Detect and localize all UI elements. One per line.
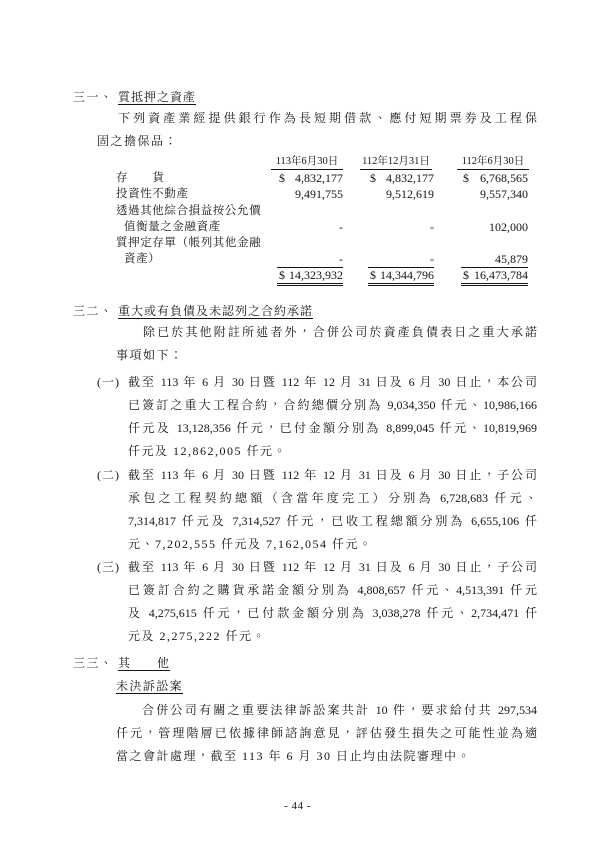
value-amount: 4,832,177 [295, 171, 343, 185]
page-number: - 44 - [284, 800, 311, 812]
currency-symbol: $ [463, 171, 469, 185]
item-marker: (二) [97, 467, 120, 482]
value-cell: 45,879 [461, 251, 528, 268]
row-label-continuation: 資產） [124, 253, 161, 265]
commitment-item [97, 371, 537, 463]
row-label: 質押定存單（帳列其他金融 [116, 237, 262, 249]
paragraph-line: 元、7,202,555 仟元及 7,162,054 仟元。 [128, 536, 373, 551]
paragraph-line: 截至 113 年 6 月 30 日暨 112 年 12 月 31 日及 6 月 30 日止，子公司 [128, 467, 537, 482]
currency-symbol: $ [370, 171, 376, 185]
value-cell [368, 170, 434, 186]
section-31-number: 三一、 [73, 90, 114, 104]
section-33-subtitle: 未決訴訟案 [116, 679, 184, 693]
paragraph-line: 固之擔保品： [97, 133, 179, 148]
paragraph-line: 事項如下： [116, 347, 184, 362]
value-cell [461, 170, 528, 186]
total-cell [368, 268, 434, 286]
section-32-intro-paragraph [116, 321, 537, 367]
paragraph-line: 截至 113 年 6 月 30 日暨 112 年 12 月 31 日及 6 月 30 日止，本公司 [128, 374, 537, 389]
value-cell: - [430, 220, 434, 234]
value-amount: 4,832,177 [386, 171, 434, 185]
paragraph-line: 當之會計處理，截至 113 年 6 月 30 日止均由法院審理中。 [116, 748, 472, 763]
section-32-number: 三二、 [73, 304, 114, 318]
total-amount: 14,344,796 [380, 268, 434, 282]
paragraph-line: 仟元及 13,128,356 仟元，已付金額分別為 8,899,045 仟元、10,819,969 [128, 420, 537, 435]
value-cell [277, 170, 343, 186]
row-label: 透過其他綜合損益按公允價 [116, 205, 262, 217]
paragraph-line: 已簽訂合約之購貨承諾金額分別為 4,808,657 仟元、4,513,391 仟元 [128, 582, 537, 597]
paragraph-line: 仟元及 12,862,005 仟元。 [128, 443, 288, 458]
section-33-number: 三三、 [73, 656, 114, 670]
value-cell: - [277, 251, 343, 268]
paragraph-line: 截至 113 年 6 月 30 日暨 112 年 12 月 31 日及 6 月 30 日止，子公司 [128, 559, 537, 574]
section-31-intro-paragraph [97, 107, 537, 153]
currency-symbol: $ [463, 268, 469, 282]
total-cell [461, 268, 528, 286]
litigation-paragraph [116, 699, 537, 768]
currency-symbol: $ [370, 268, 376, 282]
total-cell [277, 268, 343, 286]
value-amount: 6,768,565 [480, 171, 528, 185]
commitment-item [97, 556, 537, 648]
paragraph-line: 7,314,817 仟元及 7,314,527 仟元，已收工程總額分別為 6,655,106 仟 [128, 513, 537, 528]
paragraph-line: 合併公司有關之重要法律訴訟案共計 10 件，要求給付共 297,534 [142, 702, 537, 717]
currency-symbol: $ [279, 268, 285, 282]
currency-symbol: $ [279, 171, 285, 185]
paragraph-line: 承包之工程契約總額（含當年度完工）分別為 6,728,683 仟元、 [128, 490, 537, 505]
row-label: 存 貨 [116, 172, 165, 184]
item-text [128, 464, 537, 556]
commitment-item [97, 464, 537, 556]
paragraph-line: 仟元，管理階層已依據律師諮詢意見，評估發生損失之可能性並為適 [116, 725, 537, 740]
section-33-title: 其 他 [118, 656, 171, 670]
paragraph-line: 除已於其他附註所述者外，合併公司於資產負債表日之重大承諾 [143, 324, 537, 339]
column-header: 113年6月30日 [271, 154, 343, 170]
item-marker: (一) [97, 374, 120, 389]
row-label-continuation: 值衡量之金融資產 [124, 221, 221, 233]
column-header: 112年6月30日 [457, 154, 529, 170]
column-header: 112年12月31日 [360, 154, 432, 170]
row-label: 投資性不動產 [116, 188, 189, 200]
value-cell: - [368, 251, 434, 268]
pledged-assets-table [110, 150, 535, 290]
value-cell: 9,557,340 [480, 187, 528, 201]
item-marker: (三) [97, 559, 120, 574]
total-amount: 16,473,784 [474, 268, 528, 282]
paragraph-line: 已簽訂之重大工程合約，合約總價分別為 9,034,350 仟元、10,986,166 [128, 397, 537, 412]
value-cell: 9,512,619 [386, 187, 434, 201]
value-cell: 102,000 [489, 220, 528, 234]
item-text [128, 556, 537, 648]
section-32-title: 重大或有負債及未認列之合約承諾 [118, 304, 314, 318]
paragraph-line: 及 4,275,615 仟元，已付款金額分別為 3,038,278 仟元、2,734,471 仟 [128, 605, 537, 620]
paragraph-line: 元及 2,275,222 仟元。 [128, 628, 267, 643]
paragraph-line: 下列資產業經提供銀行作為長短期借款、應付短期票券及工程保 [118, 110, 537, 125]
section-31-title: 質抵押之資產 [118, 90, 197, 104]
item-text [128, 371, 537, 463]
total-amount: 14,323,932 [289, 268, 343, 282]
value-cell: - [339, 220, 343, 234]
value-cell: 9,491,755 [295, 187, 343, 201]
